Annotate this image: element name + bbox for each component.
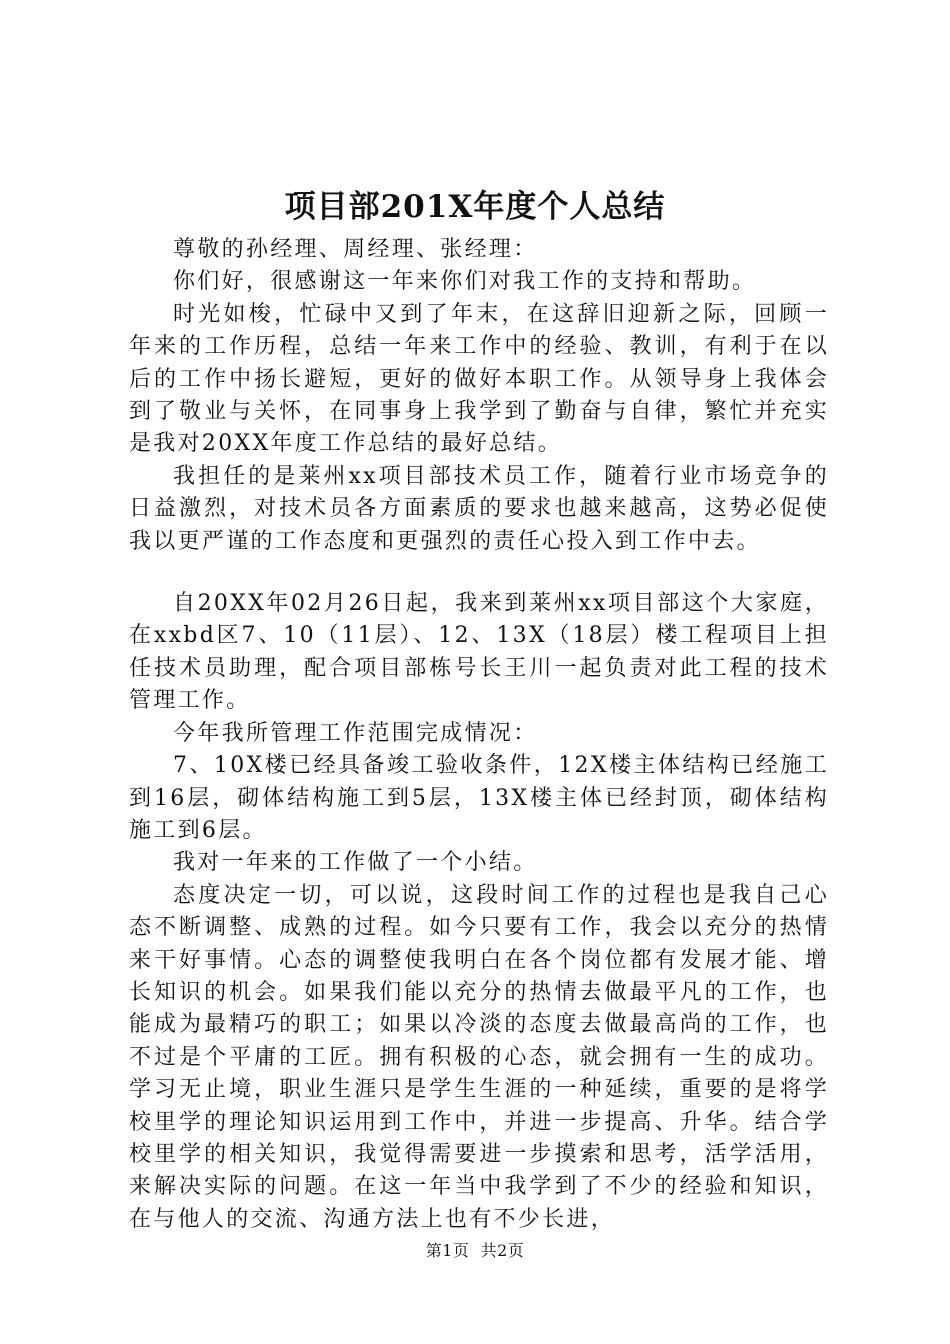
document-body [129,234,829,1236]
paragraph-spacer [129,558,829,588]
intro-paragraph: 时光如梭，忙碌中又到了年末，在这辞旧迎新之际，回顾一年来的工作历程，总结一年来工作中的经验、教训，有利于在以后的工作中扬长避短，更好的做好本职工作。从领导身上我体会到了敬业与关怀，在同事身上我学到了勤奋与自律，繁忙并充实是我对20XX年度工作总结的最好总结。 [129,301,829,457]
page-total: 共2页 [480,1241,525,1260]
progress-heading: 今年我所管理工作范围完成情况： [173,720,538,746]
footer-separator [469,1241,480,1260]
summary-lead: 我对一年来的工作做了一个小结。 [173,850,538,876]
greeting-paragraph: 你们好，很感谢这一年来你们对我工作的支持和帮助。 [173,269,757,295]
salutation: 尊敬的孙经理、周经理、张经理： [173,237,538,262]
page-footer [0,1240,950,1262]
role-paragraph: 我担任的是莱州xx项目部技术员工作，随着行业市场竞争的日益激烈，对技术员各方面素质的要求也越来越高，这势必促使我以更严谨的工作态度和更强烈的责任心投入到工作中去。 [129,463,829,554]
progress-paragraph: 7、10X楼已经具备竣工验收条件，12X楼主体结构已经施工到16层，砌体结构施工到5层，13X楼主体已经封顶，砌体结构施工到6层。 [129,753,829,843]
attitude-paragraph: 态度决定一切，可以说，这段时间工作的过程也是我自己心态不断调整、成熟的过程。如今只要有工作，我会以充分的热情来干好事情。心态的调整使我明白在各个岗位都有发展才能、增长知识的机会。如果我们能以充分的热情去做最平凡的工作，也能成为最精巧的职工；如果以冷淡的态度去做最高尚的工作，也不过是个平庸的工匠。拥有积极的心态，就会拥有一生的成功。学习无止境，职业生涯只是学生生涯的一种延续，重要的是将学校里学的理论知识运用到工作中，并进一步提高、升华。结合学校里学的相关知识，我觉得需要进一步摸索和思考，活学活用，来解决实际的问题。在这一年当中我学到了不少的经验和知识，在与他人的交流、沟通方法上也有不少长进， [129,882,829,1232]
page-number: 第1页 [425,1241,470,1260]
document-title: 项目部201X年度个人总结 [284,189,666,225]
assignment-paragraph: 自20XX年02月26日起，我来到莱州xx项目部这个大家庭，在xxbd区7、10（11层）、12、13X（18层）楼工程项目上担任技术员助理，配合项目部栋号长王川一起负责对此工程的技术管理工作。 [129,591,829,714]
